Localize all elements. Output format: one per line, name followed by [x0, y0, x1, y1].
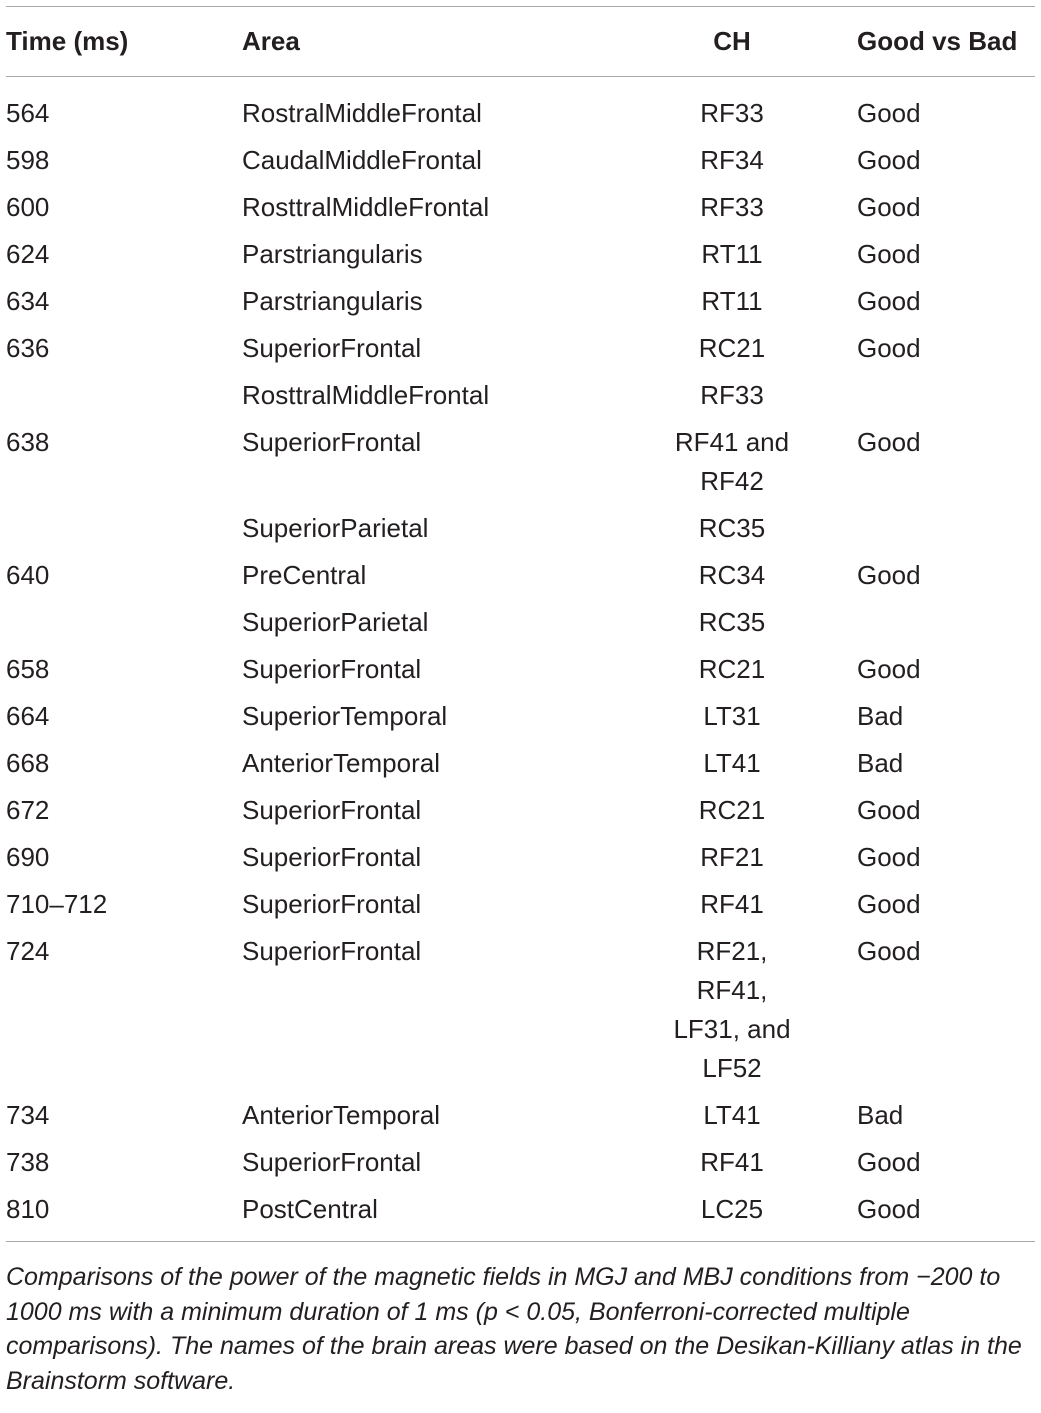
cell-ch-line: LC25: [700, 1194, 764, 1224]
cell-area: SuperiorFrontal: [242, 333, 422, 363]
cell-ch: [607, 599, 857, 646]
table-row: [6, 834, 1035, 881]
cell-ch-line: RF41 and: [674, 427, 790, 457]
table-row: [6, 881, 1035, 928]
cell-ch-line: LF31, and: [673, 1014, 791, 1044]
table-row: [6, 646, 1035, 693]
cell-area: Parstriangularis: [242, 239, 423, 269]
cell-good-vs-bad: Good: [857, 1147, 921, 1177]
cell-ch-line: RC35: [698, 607, 766, 637]
cell-good-vs-bad: Good: [857, 560, 921, 590]
cell-good-vs-bad: Good: [857, 936, 921, 966]
table-row: [6, 740, 1035, 787]
cell-ch-line: RC21: [698, 654, 766, 684]
cell-ch: [607, 325, 857, 372]
cell-good-vs-bad: Good: [857, 333, 921, 363]
header-row: [6, 7, 1035, 77]
header-ch: CH: [713, 26, 751, 56]
cell-time: 668: [6, 748, 50, 778]
cell-ch-line: RF33: [700, 380, 764, 410]
cell-good-vs-bad: Bad: [857, 1100, 904, 1130]
cell-ch-line: RT11: [701, 239, 763, 269]
table-header: [6, 7, 1035, 77]
cell-area: SuperiorParietal: [242, 607, 429, 637]
cell-good-vs-bad: Good: [857, 842, 921, 872]
cell-time: 634: [6, 286, 50, 316]
table-row: [6, 787, 1035, 834]
cell-ch: [607, 1186, 857, 1242]
cell-time: 810: [6, 1194, 50, 1224]
cell-area: SuperiorFrontal: [242, 889, 422, 919]
cell-ch: [607, 184, 857, 231]
cell-area: PostCentral: [242, 1194, 378, 1224]
cell-good-vs-bad: Good: [857, 145, 921, 175]
table-row: [6, 599, 1035, 646]
table-row: [6, 1139, 1035, 1186]
cell-ch-line: LT31: [703, 701, 761, 731]
cell-ch-line: RF34: [700, 145, 764, 175]
cell-ch: [607, 231, 857, 278]
cell-good-vs-bad: Bad: [857, 748, 904, 778]
cell-ch: [607, 1139, 857, 1186]
cell-time: 738: [6, 1147, 50, 1177]
table-row: [6, 505, 1035, 552]
cell-ch-line: RF41,: [696, 975, 768, 1005]
cell-area: SuperiorFrontal: [242, 654, 422, 684]
cell-ch-line: LT41: [703, 1100, 761, 1130]
cell-area: SuperiorFrontal: [242, 427, 422, 457]
results-table-container: [6, 6, 1035, 1242]
table-row: [6, 278, 1035, 325]
cell-ch: [607, 372, 857, 419]
table-caption: Comparisons of the power of the magnetic fields in MGJ and MBJ conditions from −200 to 1000 ms with a minimum duration of 1 ms (p < 0.05, Bonferroni-corrected multiple comparisons). The names of the brain areas were based on the Desikan-Killiany atlas in the Brainstorm software.: [6, 1263, 1022, 1395]
cell-ch: [607, 552, 857, 599]
cell-time: 636: [6, 333, 50, 363]
table-row: [6, 184, 1035, 231]
cell-time: [6, 372, 242, 419]
cell-area: Parstriangularis: [242, 286, 423, 316]
cell-ch: [607, 740, 857, 787]
cell-time: 658: [6, 654, 50, 684]
cell-ch: [607, 646, 857, 693]
cell-ch: [607, 928, 857, 1092]
cell-time: 664: [6, 701, 50, 731]
cell-good-vs-bad: Good: [857, 654, 921, 684]
header-time: Time (ms): [6, 26, 129, 56]
cell-ch: [607, 137, 857, 184]
cell-ch-line: RT11: [701, 286, 763, 316]
cell-good-vs-bad: Bad: [857, 701, 904, 731]
table-row: [6, 1186, 1035, 1242]
cell-ch-line: LT41: [703, 748, 761, 778]
cell-time: [6, 505, 242, 552]
header-area: Area: [242, 26, 300, 56]
cell-ch-line: RC21: [698, 333, 766, 363]
cell-time: 638: [6, 427, 50, 457]
table-row: [6, 928, 1035, 1092]
table-row: [6, 231, 1035, 278]
results-table: [6, 7, 1035, 1242]
cell-ch-line: RF41: [700, 889, 764, 919]
cell-time: 710–712: [6, 889, 108, 919]
header-good-vs-bad: Good vs Bad: [857, 26, 1018, 56]
cell-good-vs-bad: [857, 599, 1035, 646]
cell-area: CaudalMiddleFrontal: [242, 145, 482, 175]
cell-ch-line: RC21: [698, 795, 766, 825]
cell-time: 624: [6, 239, 50, 269]
cell-ch: [607, 881, 857, 928]
table-body: [6, 77, 1035, 1242]
cell-time: 598: [6, 145, 50, 175]
cell-ch: [607, 693, 857, 740]
cell-time: 640: [6, 560, 50, 590]
cell-ch: [607, 787, 857, 834]
cell-good-vs-bad: Good: [857, 239, 921, 269]
cell-time: 734: [6, 1100, 50, 1130]
cell-good-vs-bad: Good: [857, 1194, 921, 1224]
cell-time: [6, 599, 242, 646]
cell-good-vs-bad: Good: [857, 795, 921, 825]
cell-ch: [607, 278, 857, 325]
cell-area: AnteriorTemporal: [242, 1100, 440, 1130]
cell-good-vs-bad: Good: [857, 98, 921, 128]
cell-time: 564: [6, 98, 50, 128]
cell-ch-line: LF52: [702, 1053, 762, 1083]
cell-area: SuperiorFrontal: [242, 795, 422, 825]
cell-area: SuperiorFrontal: [242, 1147, 422, 1177]
cell-good-vs-bad: [857, 372, 1035, 419]
cell-time: 690: [6, 842, 50, 872]
cell-area: SuperiorFrontal: [242, 842, 422, 872]
cell-area: RostralMiddleFrontal: [242, 98, 482, 128]
table-row: [6, 372, 1035, 419]
cell-ch-line: RF33: [700, 98, 764, 128]
cell-area: RosttralMiddleFrontal: [242, 380, 490, 410]
cell-ch: [607, 419, 857, 505]
cell-ch-line: RC34: [698, 560, 766, 590]
cell-area: SuperiorFrontal: [242, 936, 422, 966]
cell-ch-line: RF42: [700, 466, 764, 496]
cell-area: RosttralMiddleFrontal: [242, 192, 490, 222]
cell-ch-line: RC35: [698, 513, 766, 543]
cell-ch-line: RF41: [700, 1147, 764, 1177]
cell-area: SuperiorTemporal: [242, 701, 448, 731]
cell-good-vs-bad: Good: [857, 286, 921, 316]
cell-ch: [607, 505, 857, 552]
cell-good-vs-bad: Good: [857, 889, 921, 919]
table-row: [6, 77, 1035, 138]
cell-good-vs-bad: [857, 505, 1035, 552]
table-row: [6, 552, 1035, 599]
cell-time: 600: [6, 192, 50, 222]
table-row: [6, 693, 1035, 740]
cell-ch-line: RF21: [700, 842, 764, 872]
cell-ch: [607, 77, 857, 138]
table-row: [6, 325, 1035, 372]
cell-time: 724: [6, 936, 50, 966]
table-row: [6, 1092, 1035, 1139]
cell-ch-line: RF21,: [696, 936, 768, 966]
cell-time: 672: [6, 795, 50, 825]
cell-area: PreCentral: [242, 560, 367, 590]
cell-area: AnteriorTemporal: [242, 748, 440, 778]
table-row: [6, 419, 1035, 505]
table-row: [6, 137, 1035, 184]
cell-ch: [607, 834, 857, 881]
cell-good-vs-bad: Good: [857, 427, 921, 457]
cell-area: SuperiorParietal: [242, 513, 429, 543]
cell-good-vs-bad: Good: [857, 192, 921, 222]
cell-ch-line: RF33: [700, 192, 764, 222]
cell-ch: [607, 1092, 857, 1139]
